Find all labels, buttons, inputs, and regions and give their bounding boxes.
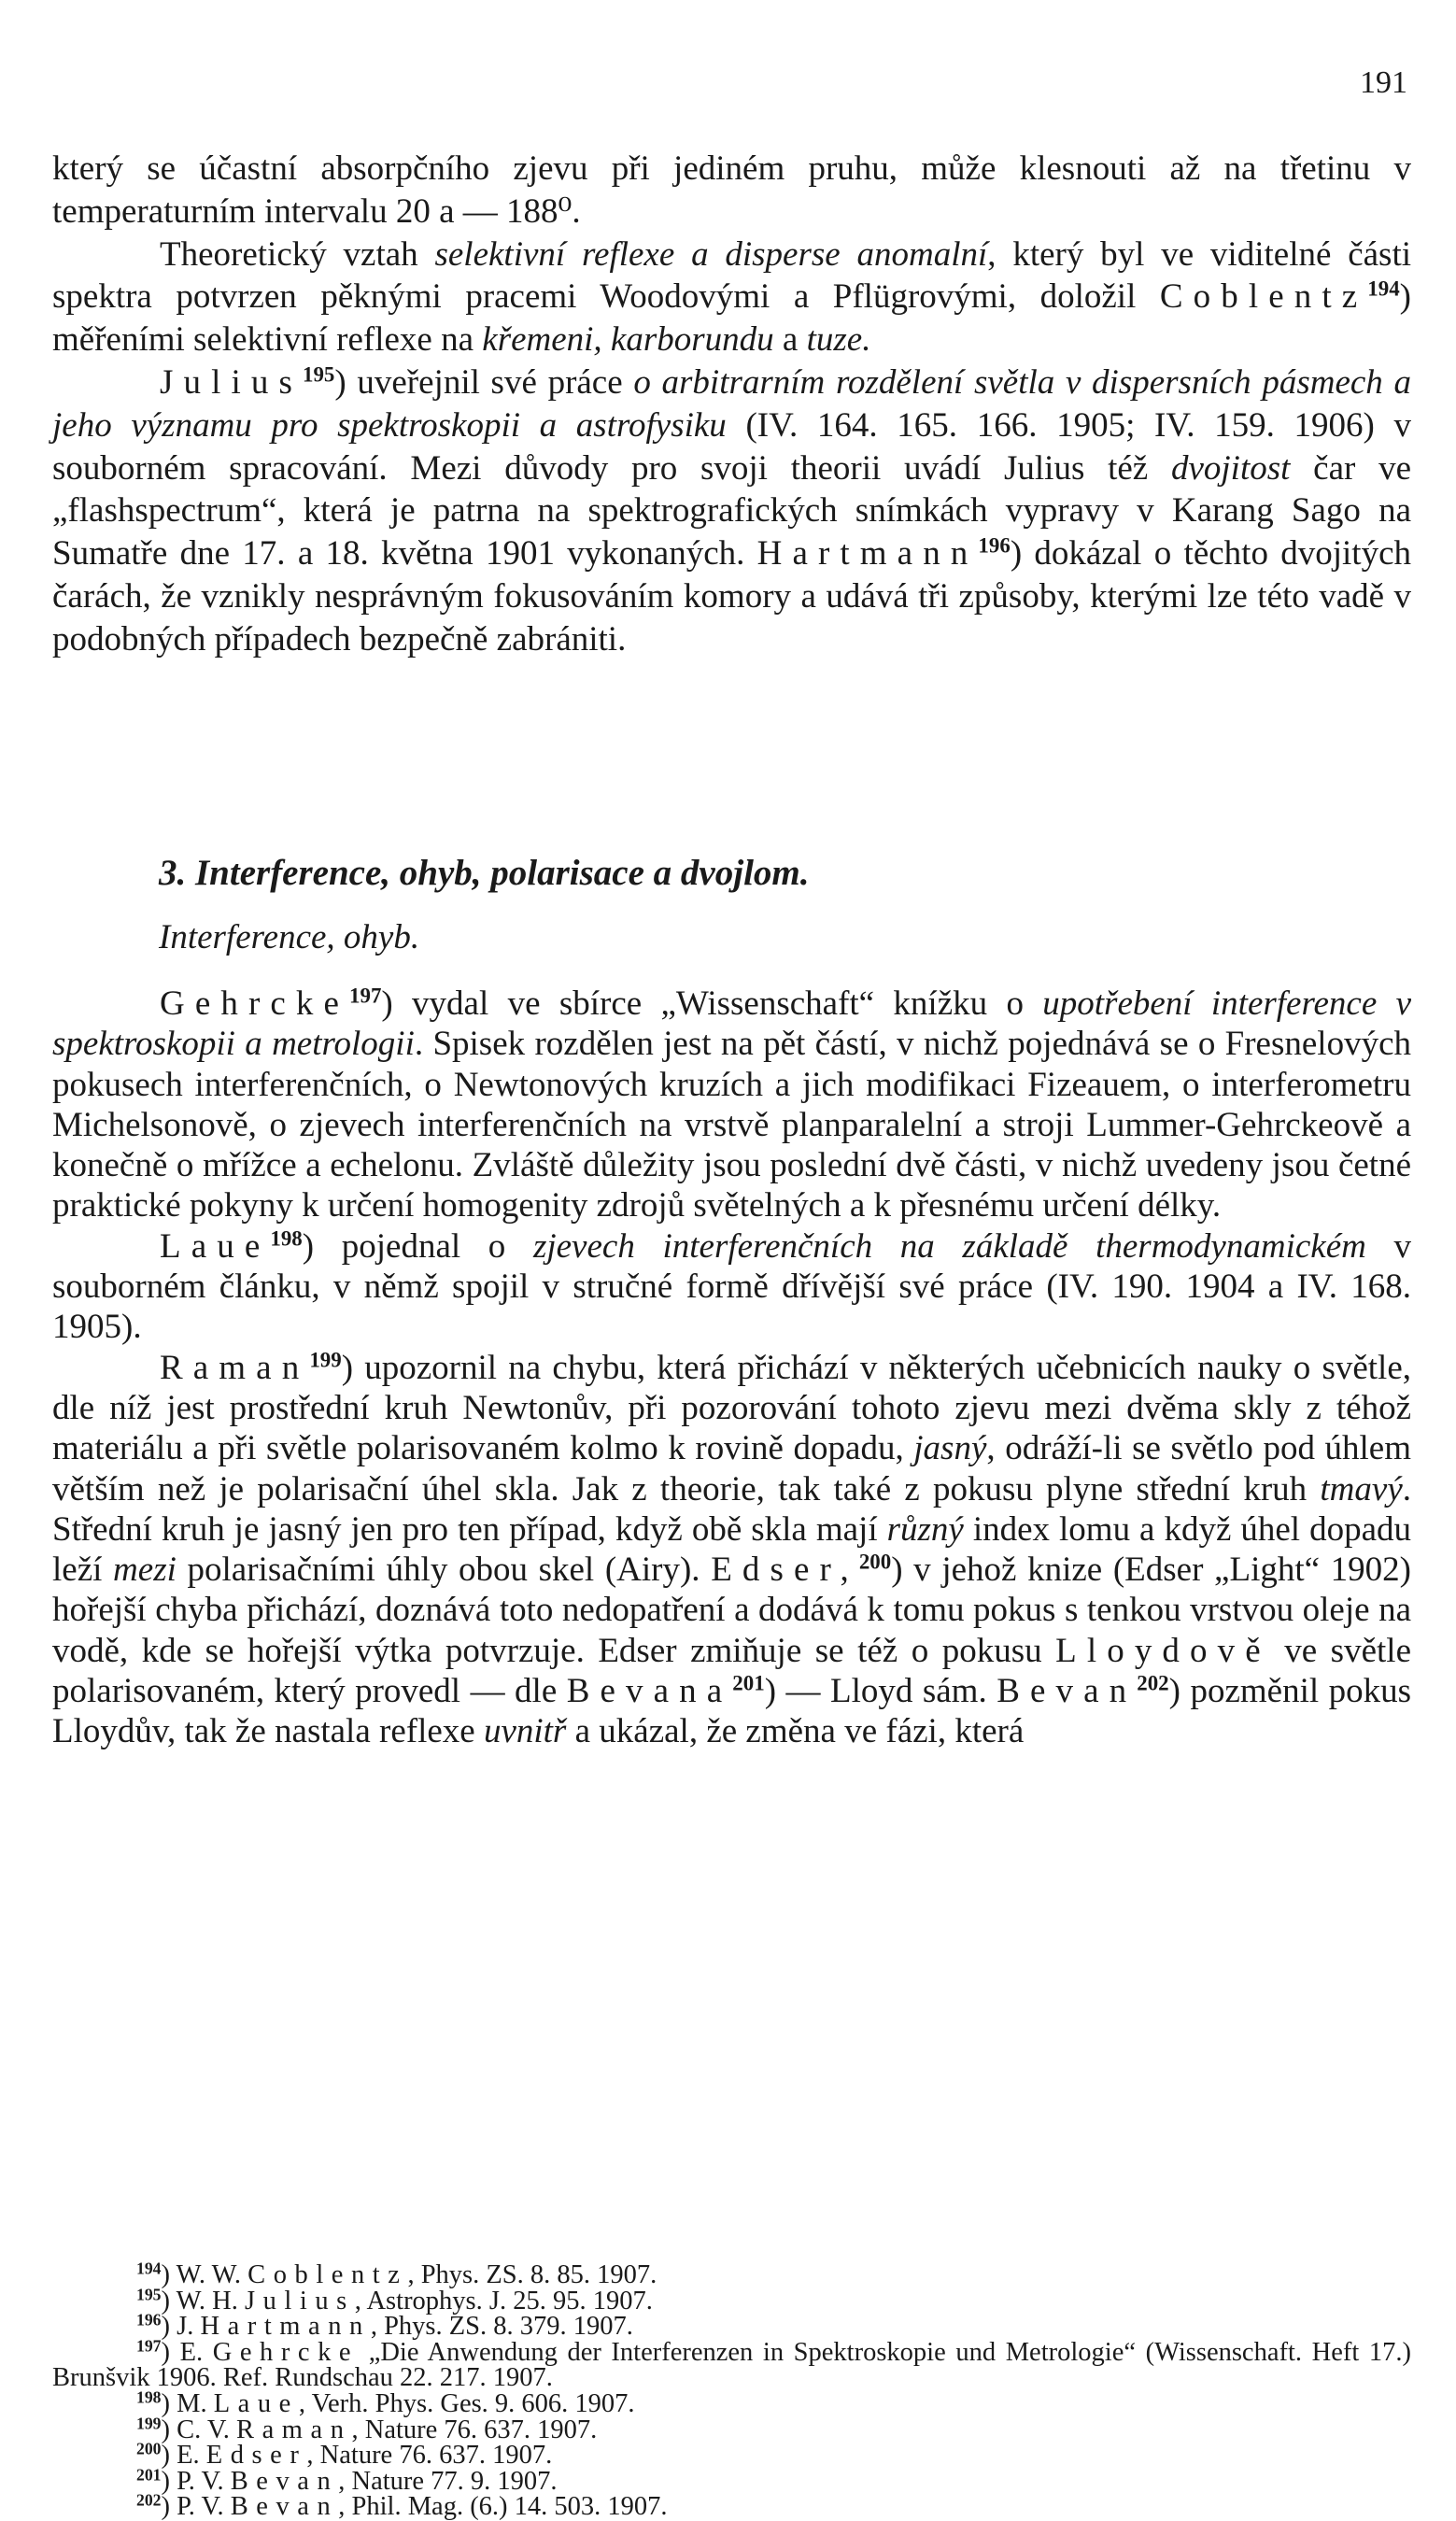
author-name: Julius <box>160 362 303 402</box>
footnote-ref: 196 <box>978 533 1011 558</box>
footnote-ref: 202 <box>1137 1671 1169 1695</box>
author-name: Bevan <box>997 1672 1138 1711</box>
footnote: $^{195}$) W. H. Julius, Astrophys. J. 25. 95. 1907. <box>136 2284 653 2316</box>
footnote-ref: 199 <box>309 1348 342 1372</box>
paragraph-raman: Raman$^{199}$) upozornil na chybu, která přichází v některých učebnicích nauky o světle, dle níž jest prostřední kruh Newtonův, při pozorování tohoto zjevu mezi dvěma skly z téhož materiálu a při světle polarisovaném kolmo k rovině dopadu, jasný, odráží-li se světlo pod úhlem větším než je polarisační úhel skla. Jak z theorie, tak také z pokusu plyne střední kruh tmavý. Střední kruh je jasný jen pro ten případ, když obě skla mají různý index lomu a když úhel dopadu leží mezi polarisačními úhly obou skel (Airy). Edser,$^{200}$) v jehož knize (Edser „Light“ 1902) hořejší chyba přichází, doznává toto nedopatření a dodává k tomu pokus s tenkou vrstvou oleje na vodě, kde se hořejší výtka potvrzuje. Edser zmiňuje se též o pokusu Lloydově ve světle polarisovaném, který provedl — dle Bevana$^{201}$) — Lloyd sám. Bevan$^{202}$) pozměnil pokus Lloydův, tak že nastala reflexe uvnitř a ukázal, že změna ve fázi, která <box>52 1348 1412 1751</box>
paragraph-gehrcke: Gehrcke$^{197}$) vydal ve sbírce „Wissenschaft“ knížku o upotřebení interference v spektroskopii a metrologii. Spisek rozdělen jest na pět částí, v nichž pojednává se o Fresnelových pokusech interferenčních, o Newtonových kruzích a jich modifikaci Fizeauem, o interferometru Michelsonově, o zjevech interferenčních na vrstvě planparalelní a stroji Lummer-Gehrckeově a konečně o mřížce a echelonu. Zvláště důležity jsou poslední dvě části, v nichž uvedeny jsou četné praktické pokyny k určení homogenity zdrojů světelných a k přesnému určení délky. <box>52 984 1411 1225</box>
footnote: $^{194}$) W. W. Coblentz, Phys. ZS. 8. 85. 1907. <box>136 2259 657 2289</box>
author-name: Laue <box>160 1226 271 1266</box>
paragraph-continuation: který se účastní absorpčního zjevu při jediném pruhu, může klesnouti až na třetinu v temperaturním intervalu 20 a — 188⁰. <box>52 149 1411 231</box>
author-name: Raman <box>160 1348 310 1387</box>
footnote-ref: 200 <box>858 1550 892 1574</box>
author-name: Hartmann <box>756 534 979 574</box>
paragraph-laue: Laue$^{198}$) pojednal o zjevech interferenčních na základě thermodynamickém v souborném článku, v němž spojil v stručné formě dřívější své práce (IV. 190. 1904 a IV. 168. 1905). <box>52 1226 1411 1347</box>
footnote: $^{196}$) J. Hartmann, Phys. ZS. 8. 379. 1907. <box>136 2310 633 2342</box>
author-name: Bevana <box>566 1672 733 1711</box>
subsection-heading: Interference, ohyb. <box>159 918 420 956</box>
footnote-ref: 197 <box>349 984 382 1008</box>
author-name: Lloydově <box>1055 1631 1271 1670</box>
page-number: 191 <box>1360 65 1407 100</box>
footnote: $^{197}$) E. Gehrcke „Die Anwendung der Interferenzen in Spektroskopie und Metrologie“ (Wissenschaft. Heft 17.) Brunšvik 1906. Ref. Rundschau 22. 217. 1907. <box>52 2336 1411 2393</box>
footnote: $^{201}$) P. V. Bevan, Nature 77. 9. 1907. <box>136 2465 558 2496</box>
footnote: $^{198}$) M. Laue, Verh. Phys. Ges. 9. 606. 1907. <box>136 2387 635 2418</box>
body-text-section-2 <box>52 984 1411 1752</box>
footnote-ref: 201 <box>732 1671 765 1695</box>
footnote-ref: 198 <box>270 1226 303 1251</box>
footnote: $^{200}$) E. Edser, Nature 76. 637. 1907. <box>136 2439 553 2471</box>
section-heading: 3. Interference, ohyb, polarisace a dvojlom. <box>159 853 810 893</box>
body-text-section-1 <box>52 148 1411 661</box>
author-name: Edser, <box>711 1551 859 1590</box>
footnote-ref: 195 <box>302 362 335 387</box>
footnotes <box>52 2259 1411 2521</box>
author-name: Gehrcke <box>160 984 350 1023</box>
footnote: $^{202}$) P. V. Bevan, Phil. Mag. (6.) 14. 503. 1907. <box>136 2490 668 2521</box>
author-name: Coblentz <box>1159 277 1368 317</box>
footnote-ref: 194 <box>1367 276 1400 301</box>
paragraph-julius: Julius$^{195}$) uveřejnil své práce o arbitrarním rozdělení světla v dispersních pásmech a jeho významu pro spektroskopii a astrofysiku (IV. 164. 165. 166. 1905; IV. 159. 1906) v souborném spracování. Mezi důvody pro svoji theorii uvádí Julius též dvojitost čar ve „flashspectrum“, která je patrna na spektrografických snímkách vypravy v Karang Sago na Sumatře dne 17. a 18. května 1901 vykonaných. Hartmann$^{196}$) dokázal o těchto dvojitých čarách, že vznikly nesprávným fokusováním komory a udává tři způsoby, kterými lze této vadě v podobných případech bezpečně zabrániti. <box>52 362 1411 659</box>
paragraph-theory: Theoretický vztah selektivní reflexe a disperse anomalní, který byl ve viditelné části spektra potvrzen pěknými pracemi Woodovými a Pflügrovými, doložil Coblentz$^{194}$) měřeními selektivní reflexe na křemeni, karborundu a tuze. <box>52 234 1411 360</box>
footnote: $^{199}$) C. V. Raman, Nature 76. 637. 1907. <box>136 2413 598 2444</box>
